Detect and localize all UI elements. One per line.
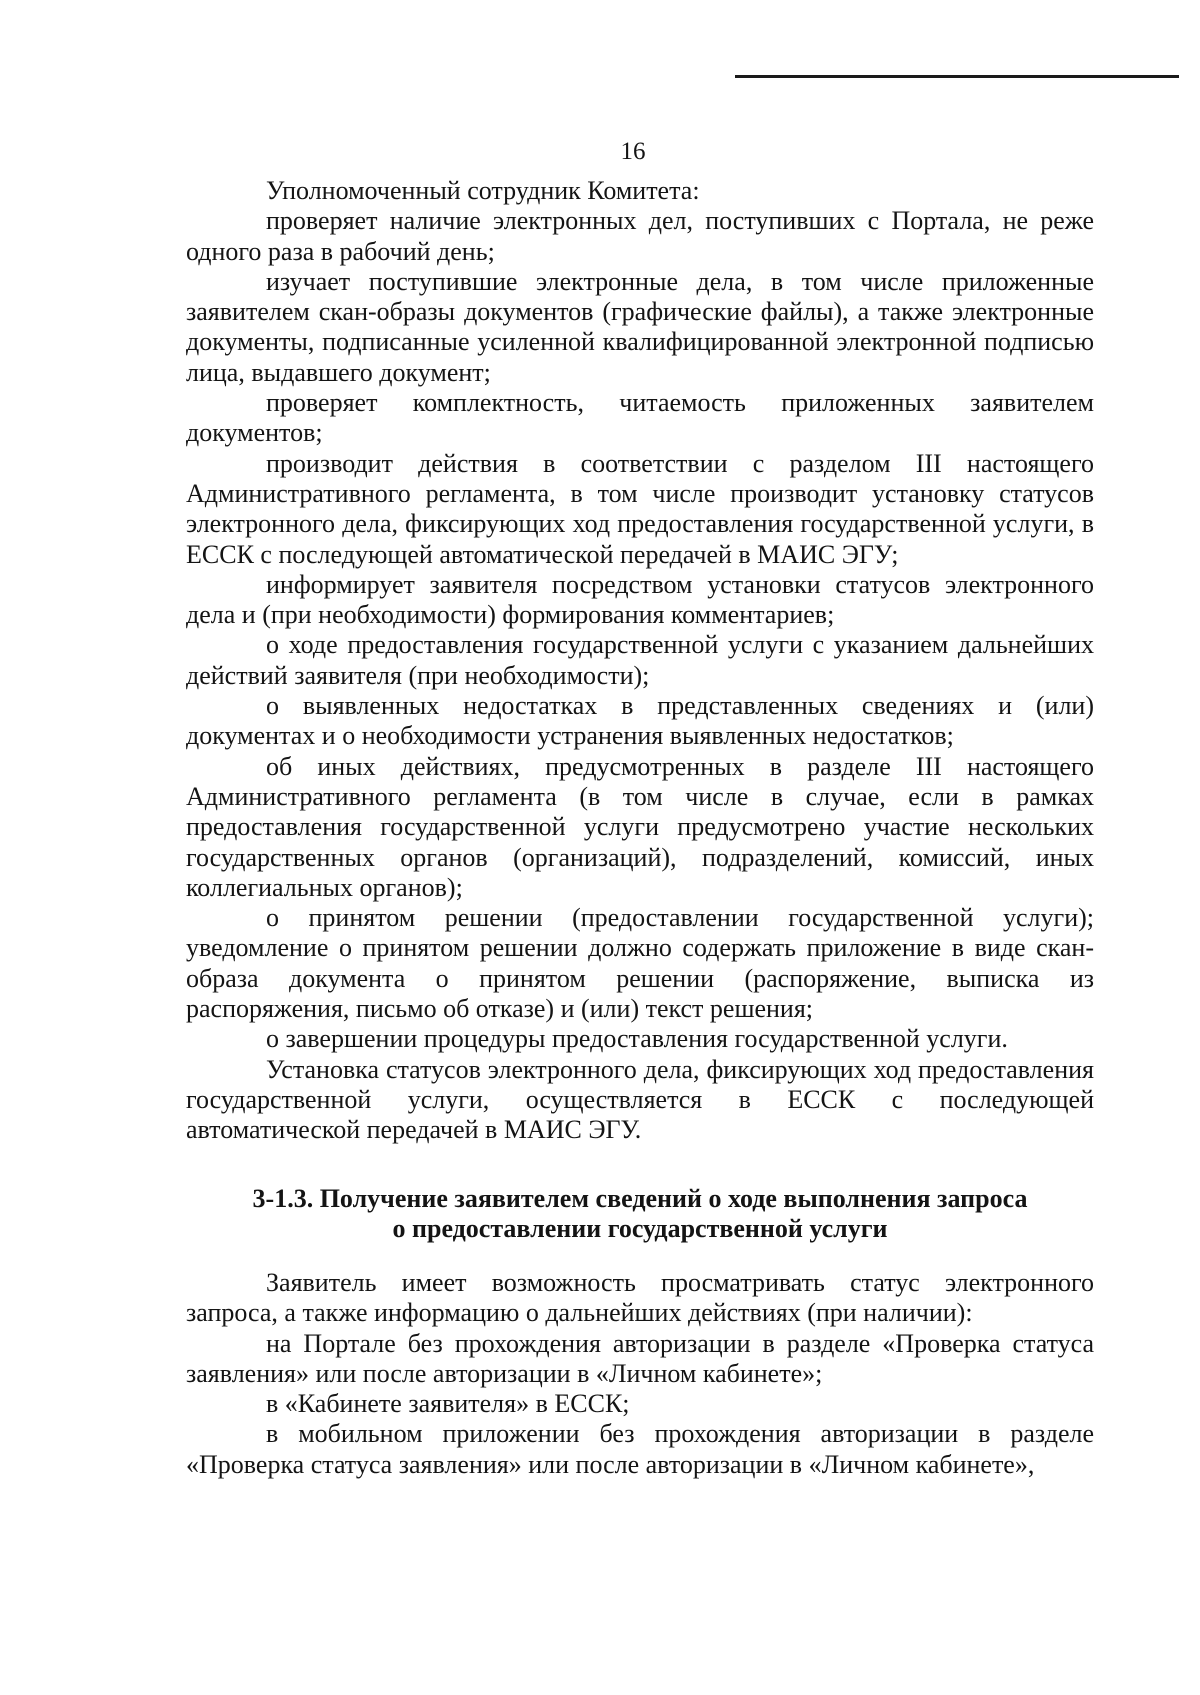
paragraph: Установка статусов электронного дела, фиксирующих ход предоставления государственной услуги, осуществляется в ЕССК с последующей автоматической передачей в МАИС ЭГУ.	[186, 1054, 1094, 1145]
paragraph: о принятом решении (предоставлении государственной услуги); уведомление о принятом решении должно содержать приложение в виде скан-образа документа о принятом решении (распоряжение, выписка из распоряжения, письмо об отказе) и (или) текст решения;	[186, 903, 1094, 1024]
paragraph: проверяет наличие электронных дел, поступивших с Портала, не реже одного раза в рабочий день;	[186, 206, 1094, 266]
paragraph: в «Кабинете заявителя» в ЕССК;	[266, 1389, 630, 1419]
paragraph: о завершении процедуры предоставления государственной услуги.	[266, 1024, 1008, 1054]
header-rule	[735, 75, 1179, 78]
page-number: 16	[620, 138, 646, 165]
paragraph: изучает поступившие электронные дела, в том числе приложенные заявителем скан-образы документов (графические файлы), а также электронные документы, подписанные усиленной квалифицированной электронной подписью лица, выдавшего документ;	[186, 266, 1094, 387]
paragraph: Заявитель имеет возможность просматривать статус электронного запроса, а также информацию о дальнейших действиях (при наличии):	[186, 1268, 1094, 1328]
paragraph: производит действия в соответствии с разделом III настоящего Административного регламента, в том числе производит установку статусов электронного дела, фиксирующих ход предоставления государственной услуги, в ЕССК с последующей автоматической передачей в МАИС ЭГУ;	[186, 448, 1094, 569]
paragraph: о выявленных недостатках в представленных сведениях и (или) документах и о необходимости устранения выявленных недостатков;	[186, 691, 1094, 751]
paragraph: Уполномоченный сотрудник Комитета:	[266, 176, 700, 205]
paragraph: о ходе предоставления государственной услуги с указанием дальнейших действий заявителя (при необходимости);	[186, 630, 1094, 690]
paragraph: на Портале без прохождения авторизации в разделе «Проверка статуса заявления» или после авторизации в «Личном кабинете»;	[186, 1328, 1094, 1388]
section-heading	[186, 1184, 1094, 1244]
section-heading-line: о предоставлении государственной услуги	[392, 1214, 888, 1243]
paragraph: информирует заявителя посредством установки статусов электронного дела и (при необходимости) формирования комментариев;	[186, 569, 1094, 630]
body-text	[186, 176, 1094, 1146]
section-heading-line: 3-1.3. Получение заявителем сведений о ходе выполнения запроса	[252, 1184, 1028, 1213]
paragraph: проверяет комплектность, читаемость приложенных заявителем документов;	[186, 388, 1094, 448]
paragraph: в мобильном приложении без прохождения авторизации в разделе «Проверка статуса заявления» или после авторизации в «Личном кабинете»,	[186, 1419, 1094, 1479]
paragraph: об иных действиях, предусмотренных в разделе III настоящего Административного регламента (в том числе в случае, если в рамках предоставления государственной услуги предусмотрено участие нескольких государственных органов (организаций), подразделений, комиссий, иных коллегиальных органов);	[186, 751, 1094, 902]
section-body-text	[186, 1268, 1094, 1480]
